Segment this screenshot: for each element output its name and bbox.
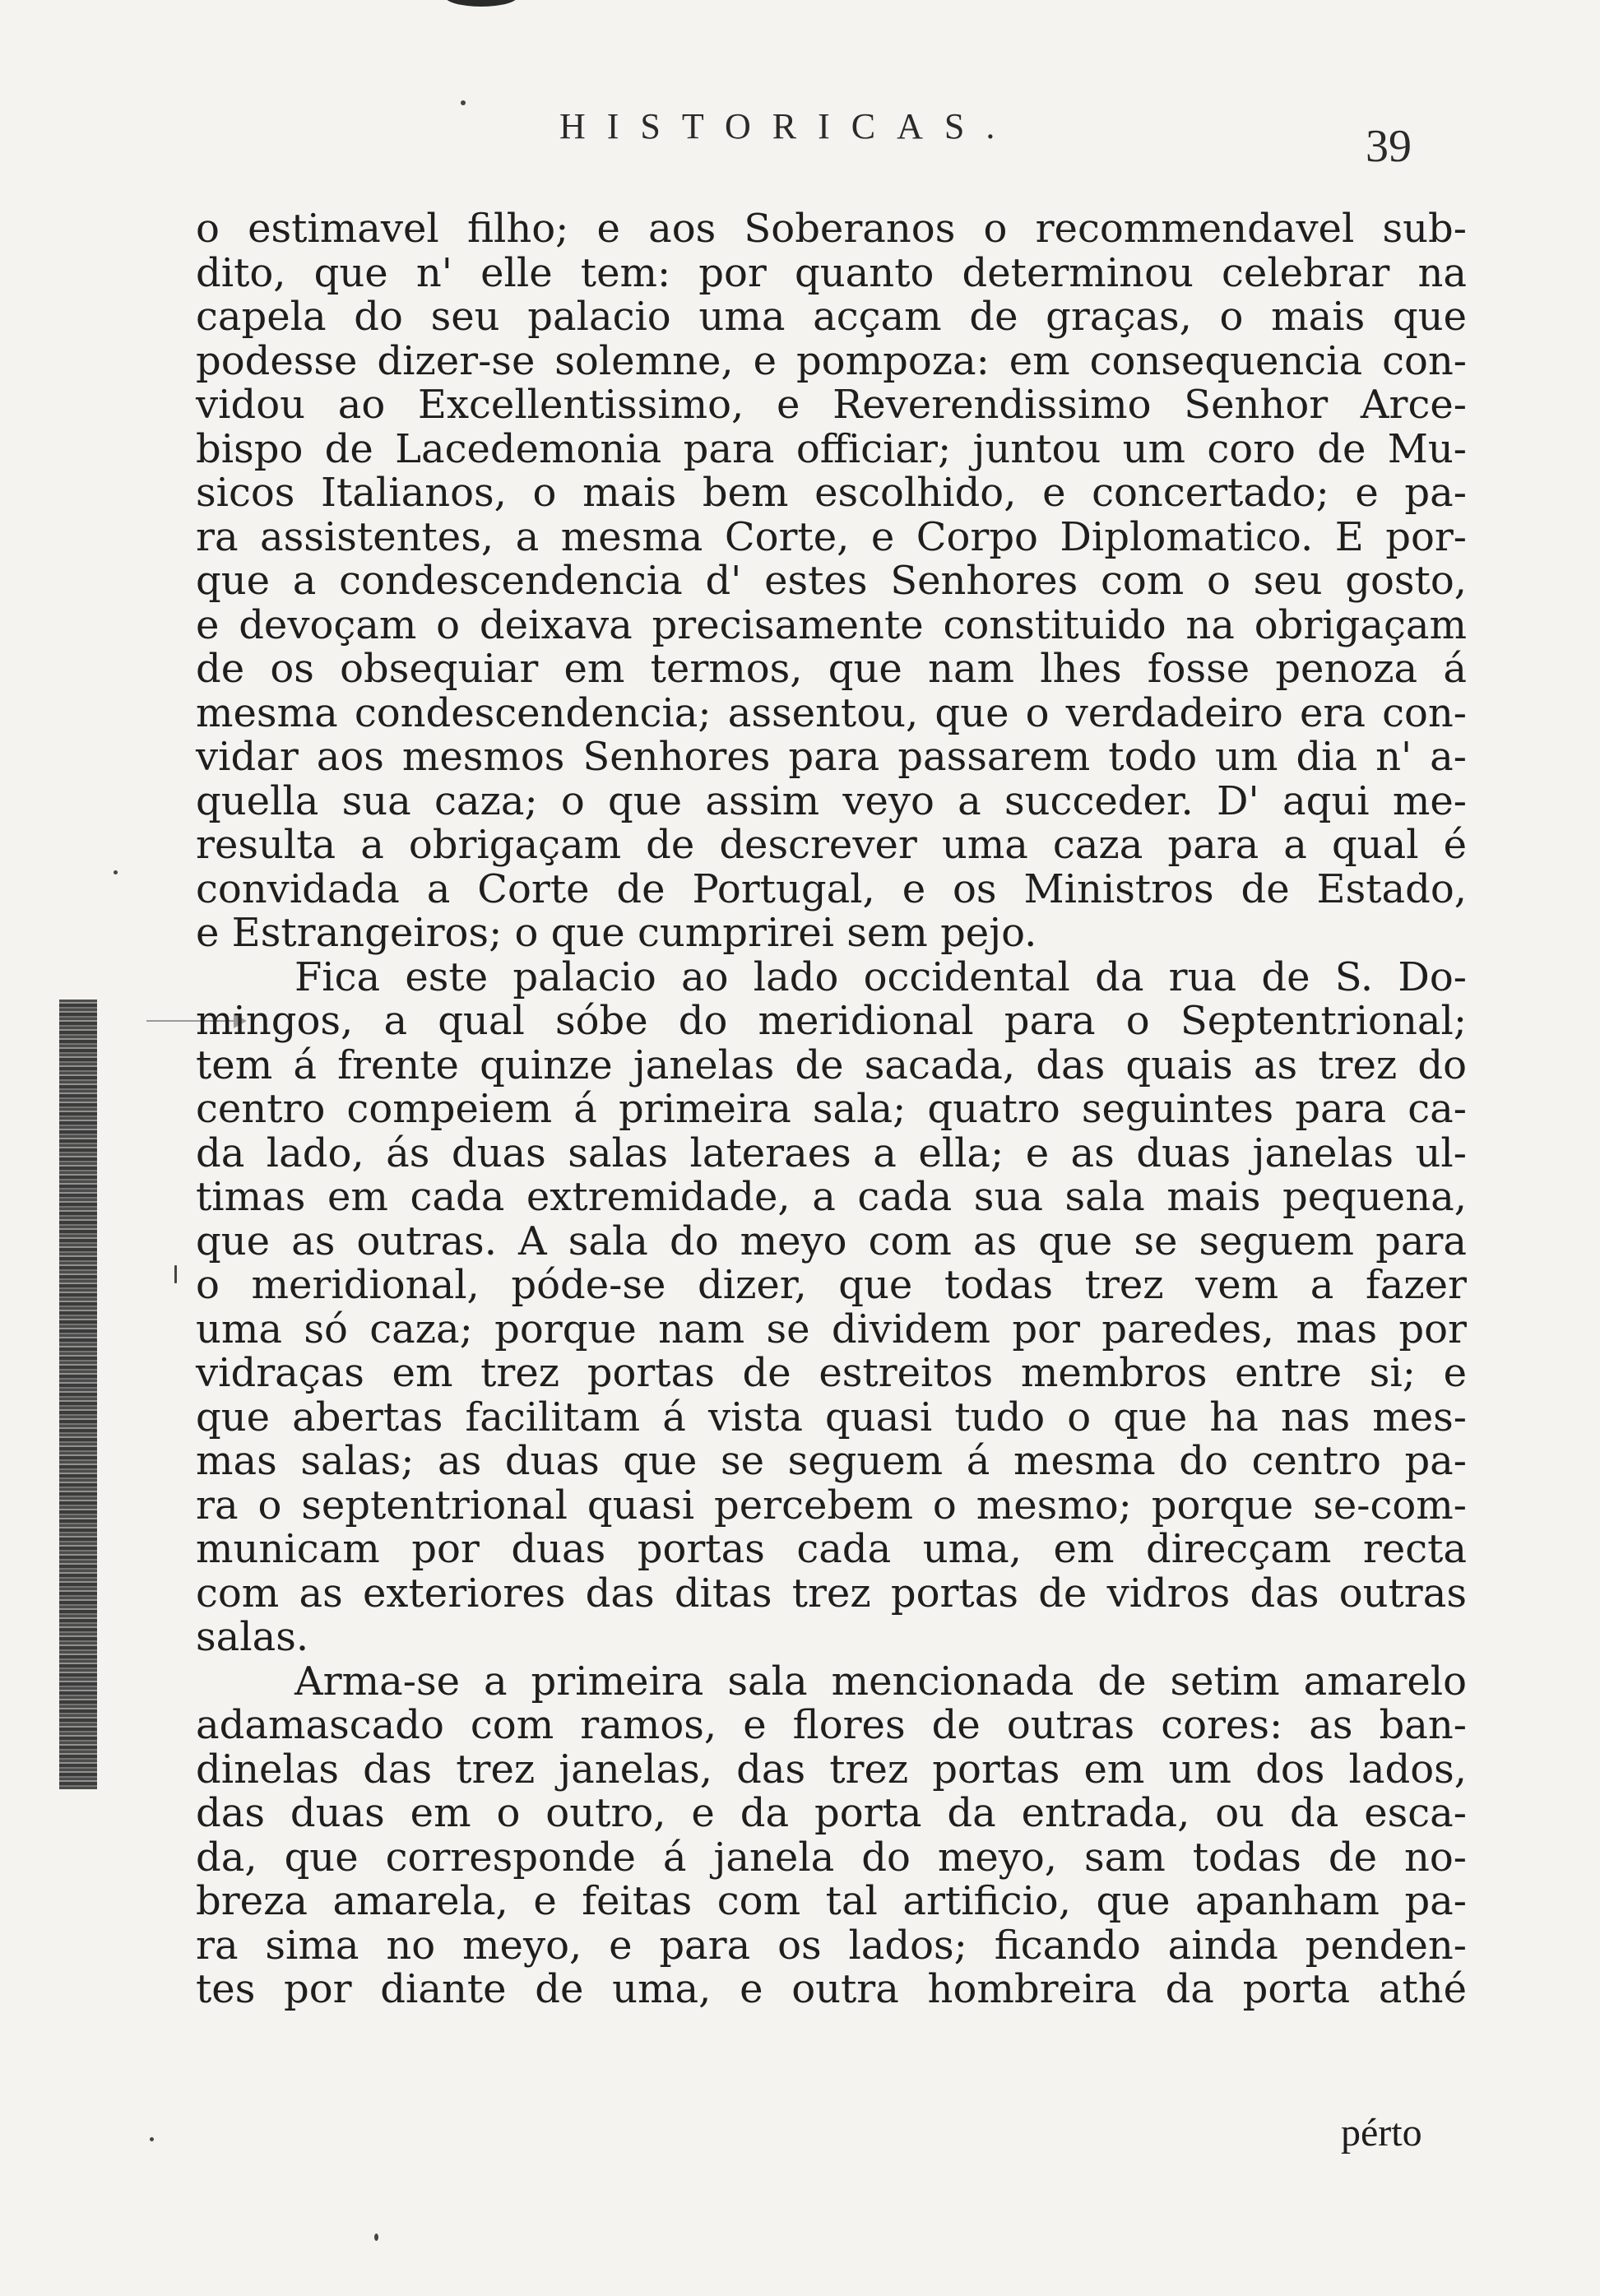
text-line: resulta a obrigaçam de descrever uma caza para a qual é xyxy=(196,822,1467,868)
speck xyxy=(461,100,466,105)
text-line: municam por duas portas cada uma, em direcçam recta xyxy=(196,1526,1467,1572)
speck xyxy=(150,2137,154,2141)
text-line: mesma condescendencia; assentou, que o verdadeiro era con- xyxy=(196,689,1467,736)
text-line: breza amarela, e feitas com tal artificio, que apanham pa- xyxy=(196,1878,1467,1924)
text-line: salas. xyxy=(196,1614,309,1660)
text-line: adamascado com ramos, e flores de outras cores: as ban- xyxy=(196,1702,1467,1748)
text-line: vidou ao Excellentissimo, e Reverendissimo Senhor Arce- xyxy=(196,382,1467,428)
text-line: timas em cada extremidade, a cada sua sala mais pequena, xyxy=(196,1174,1467,1220)
text-line: da, que corresponde á janela do meyo, sam todas de no- xyxy=(196,1834,1467,1881)
text-line: capela do seu palacio uma acçam de graças, o mais que xyxy=(196,294,1467,340)
text-line: uma só caza; porque nam se dividem por paredes, mas por xyxy=(196,1306,1467,1352)
text-line: que as outras. A sala do meyo com as que se seguem para xyxy=(196,1218,1467,1264)
body-text xyxy=(196,207,1467,2012)
text-line: da lado, ás duas salas lateraes a ella; e as duas janelas ul- xyxy=(196,1129,1467,1176)
text-line: podesse dizer-se solemne, e pompoza: em consequencia con- xyxy=(196,337,1467,384)
text-line: das duas em o outro, e da porta da entrada, ou da esca- xyxy=(196,1790,1467,1836)
running-head: HISTORICAS. xyxy=(559,106,1017,146)
text-line: centro compeiem á primeira sala; quatro seguintes para ca- xyxy=(196,1086,1467,1132)
text-line: vidar aos mesmos Senhores para passarem todo um dia n' a- xyxy=(196,734,1467,780)
text-line: ra sima no meyo, e para os lados; ficando ainda penden- xyxy=(196,1922,1467,1969)
text-line: ra o septentrional quasi percebem o mesmo; porque se-com- xyxy=(196,1482,1467,1528)
text-line: e Estrangeiros; o que cumprirei sem pejo. xyxy=(196,910,1037,956)
text-line: o meridional, póde-se dizer, que todas trez vem a fazer xyxy=(196,1262,1467,1308)
text-line: mas salas; as duas que se seguem á mesma do centro pa- xyxy=(196,1438,1467,1484)
text-line: mingos, a qual sóbe do meridional para o Septentrional; xyxy=(196,998,1467,1044)
scan-margin-artifact xyxy=(59,1000,97,1789)
text-line: com as exteriores das ditas trez portas de vidros das outras xyxy=(196,1570,1467,1616)
speck xyxy=(114,870,118,874)
text-line: que a condescendencia d' estes Senhores com o seu gosto, xyxy=(196,558,1467,604)
text-line: tes por diante de uma, e outra hombreira da porta athé xyxy=(196,1966,1467,2012)
text-line: vidraças em trez portas de estreitos membros entre si; e xyxy=(196,1350,1467,1396)
text-line: Arma-se a primeira sala mencionada de setim amarelo xyxy=(294,1658,1467,1705)
text-line: Fica este palacio ao lado occidental da rua de S. Do- xyxy=(294,953,1467,1000)
speck xyxy=(174,1265,177,1283)
text-line: bispo de Lacedemonia para officiar; juntou um coro de Mu- xyxy=(196,425,1467,472)
text-line: ra assistentes, a mesma Corte, e Corpo Diplomatico. E por- xyxy=(196,513,1467,560)
text-line: o estimavel filho; e aos Soberanos o recommendavel sub- xyxy=(196,206,1467,252)
text-line: que abertas facilitam á vista quasi tudo o que ha nas mes- xyxy=(196,1394,1467,1440)
text-line: convidada a Corte de Portugal, e os Ministros de Estado, xyxy=(196,865,1467,912)
text-line: dito, que n' elle tem: por quanto determinou celebrar na xyxy=(196,249,1467,296)
text-line: de os obsequiar em termos, que nam lhes fosse penoza á xyxy=(196,646,1467,692)
speck xyxy=(374,2233,378,2241)
text-line: quella sua caza; o que assim veyo a succeder. D' aqui me- xyxy=(196,777,1467,824)
page-number: 39 xyxy=(1366,121,1412,172)
text-line: dinelas das trez janelas, das trez portas em um dos lados, xyxy=(196,1746,1467,1793)
catchword: pérto xyxy=(1341,2111,1422,2155)
text-line: tem á frente quinze janelas de sacada, das quais as trez do xyxy=(196,1041,1467,1088)
text-line: e devoçam o deixava precisamente constituido na obrigaçam xyxy=(196,601,1467,648)
ink-smudge xyxy=(444,0,518,7)
text-line: sicos Italianos, o mais bem escolhido, e concertado; e pa- xyxy=(196,470,1467,516)
